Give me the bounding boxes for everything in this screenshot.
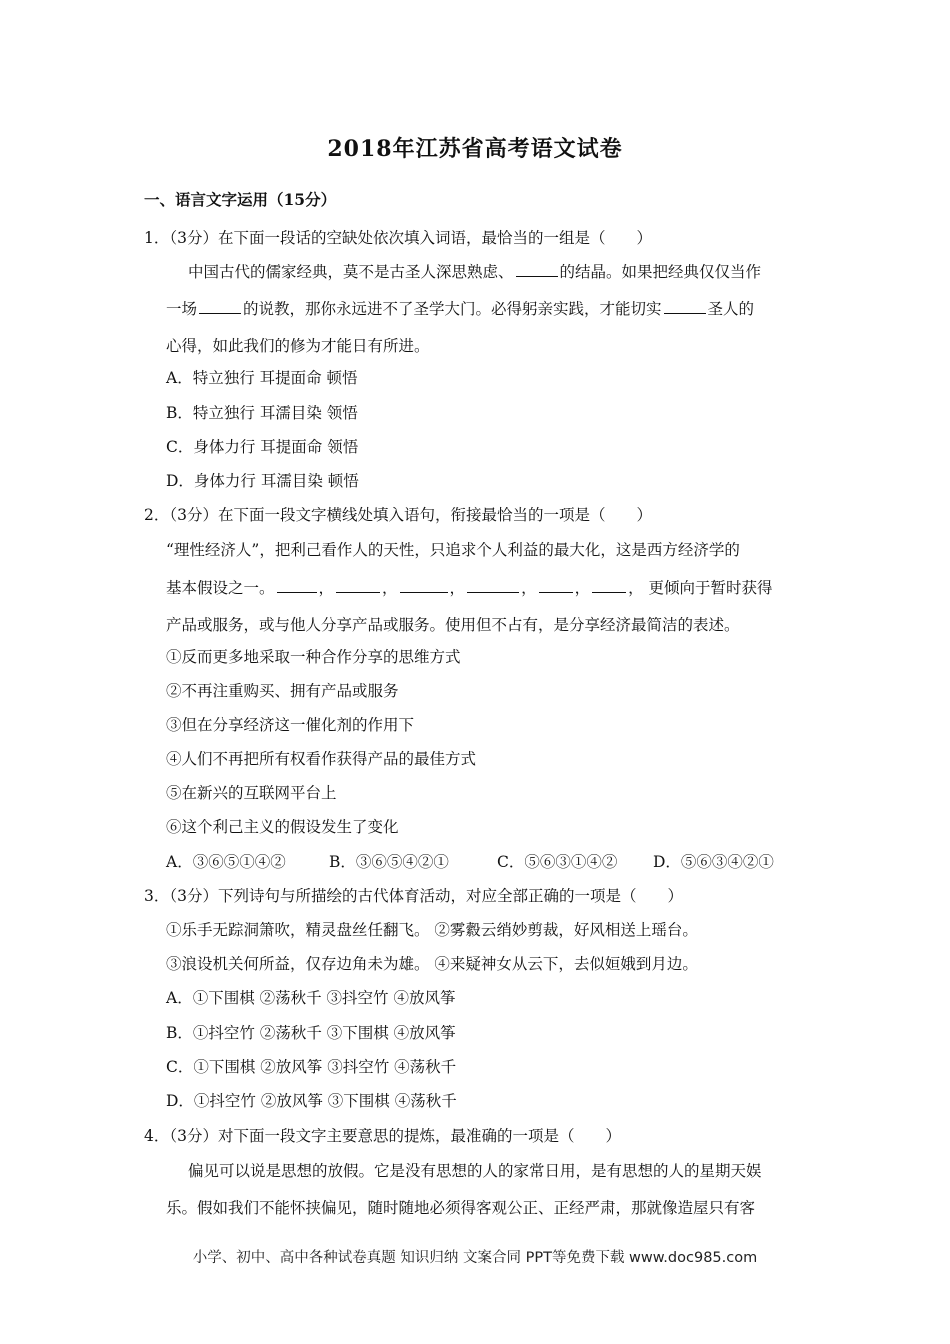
- section-heading: 一、语言文字运用（15分）: [144, 190, 337, 209]
- blank-separator: ，: [574, 579, 591, 597]
- q2-item-3: ③但在分享经济这一催化剂的作用下: [166, 716, 415, 734]
- q1-option-c: C．身体力行 耳提面命 领悟: [166, 438, 359, 456]
- page-title: 2018年江苏省高考语文试卷: [327, 136, 623, 162]
- q2-passage-line-3: 产品或服务，或与他人分享产品或服务。使用但不占有，是分享经济最简洁的表述。: [166, 616, 740, 634]
- blank-separator: ，: [449, 579, 466, 597]
- q2-item-5: ⑤在新兴的互联网平台上: [166, 784, 337, 802]
- q1-option-d: D．身体力行 耳濡目染 顿悟: [166, 472, 359, 490]
- q2-item-6: ⑥这个利己主义的假设发生了变化: [166, 818, 399, 836]
- q1-option-b: B．特立独行 耳濡目染 领悟: [166, 404, 358, 422]
- fill-blank: [199, 298, 241, 315]
- blank-separator: ，: [521, 579, 537, 597]
- q1-passage-text: 一场: [166, 300, 198, 318]
- q1-passage-line-1: [188, 260, 761, 282]
- q4-stem: 4．（3分）对下面一段文字主要意思的提炼，最准确的一项是（ ）: [144, 1127, 621, 1145]
- q4-passage-line-1: 偏见可以说是思想的放假。它是没有思想的人的家常日用，是有思想的人的星期天娱: [188, 1162, 762, 1180]
- fill-blank: [400, 577, 448, 594]
- fill-blank: [592, 577, 626, 594]
- page-footer: 小学、初中、高中各种试卷真题 知识归纳 文案合同 PPT等免费下载 www.doc985.com: [192, 1250, 758, 1266]
- q2-item-1: ①反而更多地采取一种合作分享的思维方式: [166, 648, 461, 666]
- q1-stem: 1．（3分）在下面一段话的空缺处依次填入词语，最恰当的一组是（ ）: [144, 229, 652, 247]
- fill-blank: [539, 577, 573, 594]
- q2-stem: 2．（3分）在下面一段文字横线处填入语句，衔接最恰当的一项是（ ）: [144, 506, 652, 524]
- q3-option-c: C．①下围棋 ②放风筝 ③抖空竹 ④荡秋千: [166, 1058, 457, 1076]
- q2-option-b: B．③⑥⑤④②①: [329, 853, 449, 871]
- blank-separator: ，: [382, 579, 398, 597]
- q1-passage-line-3: 心得，如此我们的修为才能日有所进。: [166, 337, 430, 355]
- q3-option-a: A．①下围棋 ②荡秋千 ③抖空竹 ④放风筝: [166, 989, 456, 1007]
- q3-poem-line-1: ①乐手无踪洞箫吹，精灵盘丝任翻飞。 ②雾縠云绡妙剪裁，好风相送上瑶台。: [166, 921, 698, 939]
- q2-option-d: D．⑤⑥③④②①: [653, 853, 774, 871]
- q1-option-a: A．特立独行 耳提面命 顿悟: [166, 369, 358, 387]
- q2-option-a: A．③⑥⑤①④②: [166, 853, 286, 871]
- q1-passage-text: 圣人的: [707, 300, 755, 318]
- q3-stem: 3．（3分）下列诗句与所描绘的古代体育活动，对应全部正确的一项是（ ）: [144, 887, 683, 905]
- fill-blank: [516, 261, 558, 278]
- q2-item-4: ④人们不再把所有权看作获得产品的最佳方式: [166, 750, 477, 768]
- q2-passage-line-2: [166, 576, 773, 598]
- q1-passage-line-2: [166, 297, 754, 319]
- q3-option-b: B．①抖空竹 ②荡秋千 ③下围棋 ④放风筝: [166, 1024, 456, 1042]
- q2-passage-text: 基本假设之一。: [166, 579, 275, 597]
- q3-option-d: D．①抖空竹 ②放风筝 ③下围棋 ④荡秋千: [166, 1092, 457, 1110]
- q2-option-c: C．⑤⑥③①④②: [497, 853, 618, 871]
- fill-blank: [277, 577, 317, 594]
- q3-poem-line-2: ③浪设机关何所益，仅存边角未为雄。 ④来疑神女从云下，去似姮娥到月边。: [166, 955, 698, 973]
- q1-passage-text: 的结晶。如果把经典仅仅当作: [559, 263, 762, 281]
- q2-passage-line-1: “理性经济人”，把利己看作人的天性，只追求个人利益的最大化，这是西方经济学的: [166, 541, 740, 559]
- q1-passage-text: 的说教，那你永远进不了圣学大门。必得躬亲实践，才能切实: [243, 300, 662, 318]
- q1-passage-text: 中国古代的儒家经典，莫不是古圣人深思熟虑、: [188, 263, 514, 281]
- fill-blank: [467, 577, 519, 594]
- blank-separator: ，: [318, 579, 335, 597]
- q2-item-2: ②不再注重购买、拥有产品或服务: [166, 682, 399, 700]
- fill-blank: [664, 298, 706, 315]
- fill-blank: [336, 577, 380, 594]
- q2-passage-text: ， 更倾向于暂时获得: [628, 579, 773, 597]
- q4-passage-line-2: 乐。假如我们不能怀挟偏见，随时随地必须得客观公正、正经严肃，那就像造屋只有客: [166, 1199, 756, 1217]
